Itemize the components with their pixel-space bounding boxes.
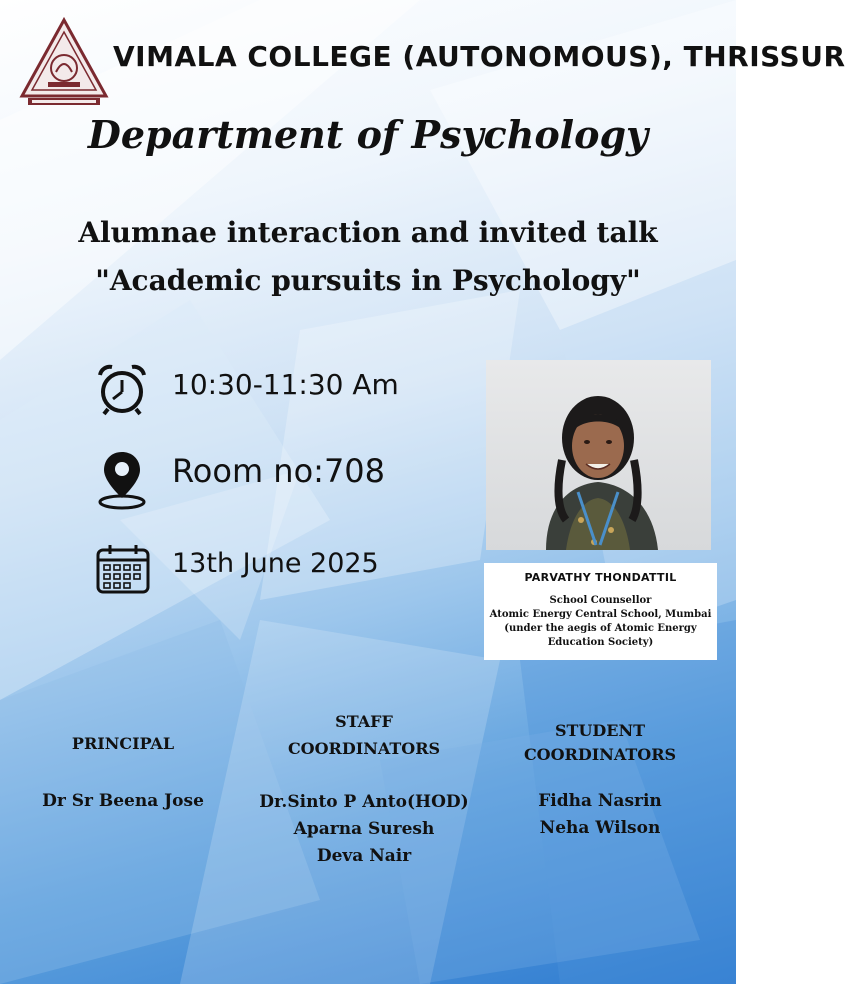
- college-crest-icon: [18, 16, 110, 108]
- speaker-photo: [486, 360, 711, 550]
- event-time: 10:30-11:30 Am: [172, 368, 399, 401]
- event-venue: Room no:708: [172, 452, 386, 490]
- staff-coordinator: Deva Nair: [316, 846, 412, 866]
- staff-coordinator: Aparna Suresh: [293, 819, 435, 839]
- college-name: VIMALA COLLEGE (AUTONOMOUS), THRISSUR: [113, 40, 846, 73]
- student-coordinator: Neha Wilson: [539, 818, 661, 838]
- staff-heading-line1: STAFF: [335, 712, 393, 731]
- speaker-role: School Counsellor: [549, 595, 652, 606]
- student-coordinator: Fidha Nasrin: [538, 791, 662, 811]
- speaker-organization: Atomic Energy Central School, Mumbai: [489, 609, 712, 620]
- college-logo: [18, 16, 110, 108]
- student-heading-line1: STUDENT: [554, 721, 645, 740]
- event-date: 13th June 2025: [172, 548, 379, 579]
- principal-heading: PRINCIPAL: [71, 734, 175, 753]
- staff-coordinator: Dr.Sinto P Anto(HOD): [259, 792, 469, 812]
- alarm-clock-icon: [94, 361, 150, 417]
- talk-title: "Academic pursuits in Psychology": [95, 264, 641, 297]
- student-heading-line2: COORDINATORS: [523, 745, 677, 764]
- speaker-note-line1: (under the aegis of Atomic Energy: [504, 623, 697, 634]
- speaker-note-line2: Education Society): [547, 637, 654, 648]
- speaker-portrait: [486, 360, 711, 550]
- location-pin-icon: [94, 448, 150, 510]
- calendar-icon: [95, 543, 151, 595]
- speaker-caption: [484, 563, 717, 660]
- speaker-name: PARVATHY THONDATTIL: [524, 571, 677, 584]
- department-name: Department of Psychology: [87, 112, 649, 157]
- principal-name: Dr Sr Beena Jose: [42, 791, 204, 811]
- event-title: Alumnae interaction and invited talk: [78, 216, 658, 249]
- staff-heading-line2: COORDINATORS: [287, 739, 441, 758]
